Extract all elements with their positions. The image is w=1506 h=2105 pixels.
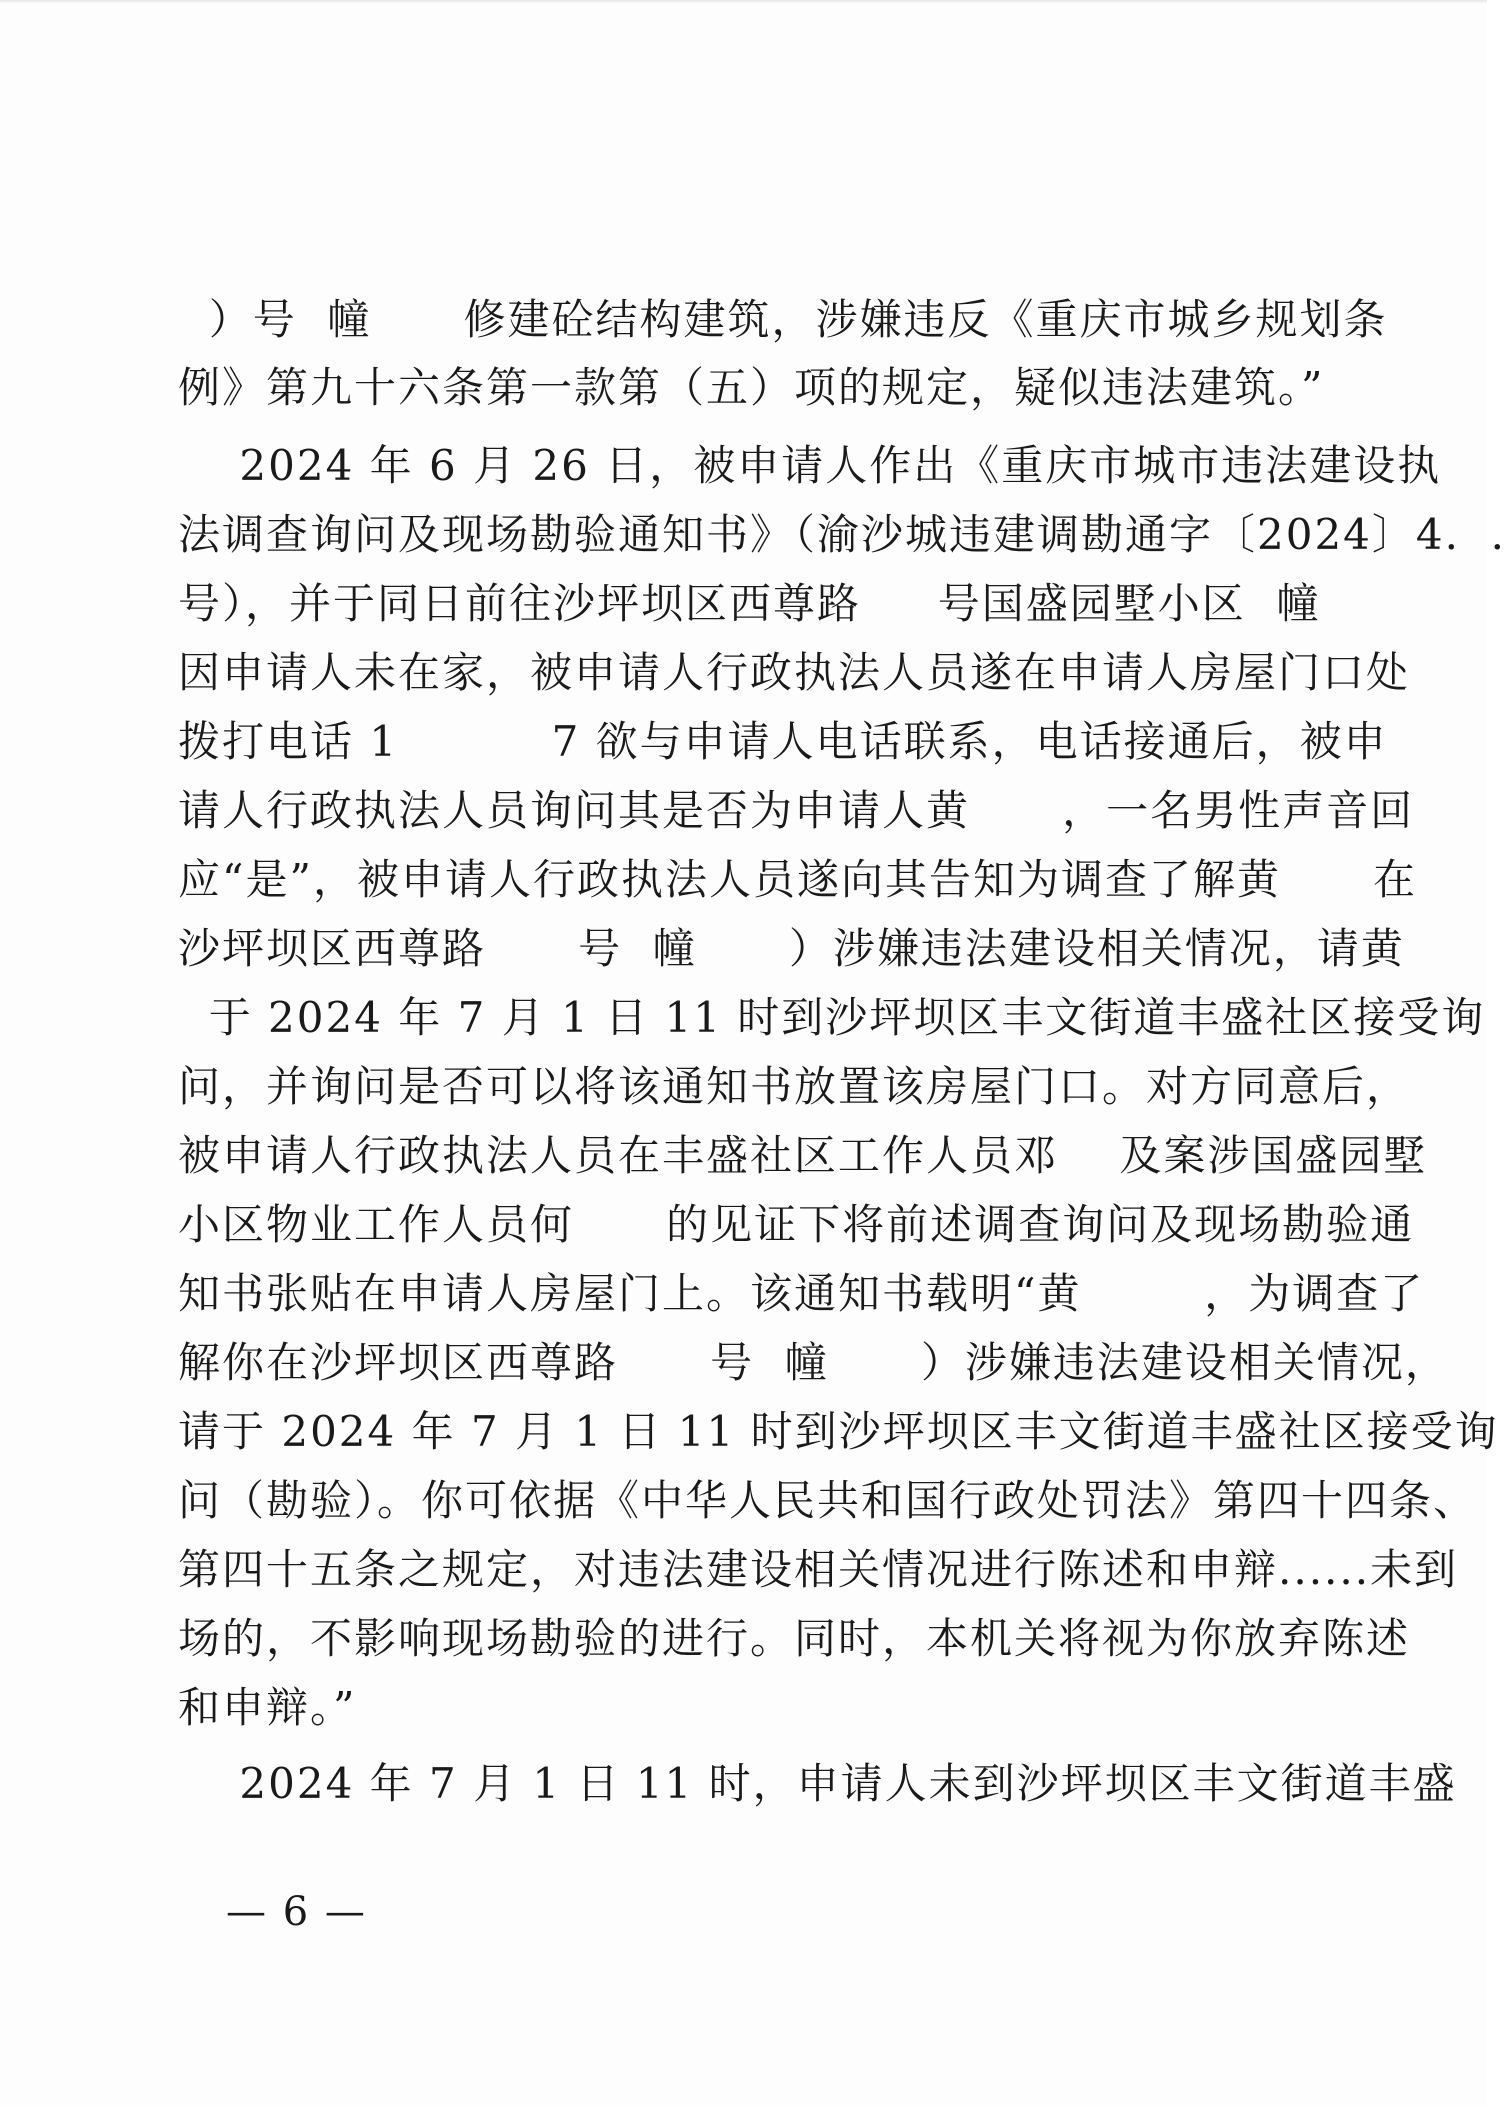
- body-line-9: 应“是”，被申请人行政执法人员遂向其告知为调查了解黄 在: [178, 855, 1418, 904]
- body-line-2: 例》第九十六条第一款第（五）项的规定，疑似违法建筑。”: [178, 363, 1325, 412]
- body-line-22: 2024 年 7 月 1 日 11 时，申请人未到沙坪坝区丰文街道丰盛: [178, 1759, 1457, 1808]
- body-line-3: 2024 年 6 月 26 日，被申请人作出《重庆市城市违法建设执: [178, 441, 1442, 490]
- body-line-15: 知书张贴在申请人房屋门上。该通知书载明“黄 ，为调查了: [178, 1269, 1425, 1318]
- body-line-13: 被申请人行政执法人员在丰盛社区工作人员邓 及案涉国盛园墅: [178, 1131, 1428, 1180]
- scan-top-edge: [0, 0, 1487, 4]
- body-line-18: 问（勘验）。你可依据《中华人民共和国行政处罚法》第四十四条、: [178, 1476, 1478, 1525]
- body-line-12: 问，并询问是否可以将该通知书放置该房屋门口。对方同意后，: [178, 1062, 1411, 1111]
- body-line-10: 沙坪坝区西尊路 号 幢 ）涉嫌违法建设相关情况，请黄: [178, 924, 1405, 973]
- body-line-1: ）号 幢 修建砼结构建筑，涉嫌违反《重庆市城乡规划条: [178, 295, 1388, 344]
- body-line-20: 场的，不影响现场勘验的进行。同时，本机关将视为你放弃陈述: [178, 1614, 1411, 1663]
- body-line-19: 第四十五条之规定，对违法建设相关情况进行陈述和申辩......未到: [178, 1545, 1459, 1594]
- body-line-8: 请人行政执法人员询问其是否为申请人黄 ，一名男性声音回: [178, 786, 1415, 835]
- body-line-4: 法调查询问及现场勘验通知书》（渝沙城违建调勘通字〔2024〕4. .: [178, 510, 1506, 559]
- body-line-11: 于 2024 年 7 月 1 日 11 时到沙坪坝区丰文街道丰盛社区接受询: [178, 993, 1486, 1042]
- body-line-7: 拨打电话 1 7 欲与申请人电话联系，电话接通后，被申: [178, 717, 1388, 766]
- body-line-6: 因申请人未在家，被申请人行政执法人员遂在申请人房屋门口处: [178, 648, 1411, 697]
- body-line-16: 解你在沙坪坝区西尊路 号 幢 ）涉嫌违法建设相关情况，: [178, 1338, 1449, 1387]
- body-line-17: 请于 2024 年 7 月 1 日 11 时到沙坪坝区丰文街道丰盛社区接受询: [178, 1407, 1499, 1456]
- body-line-21: 和申辩。”: [178, 1683, 357, 1732]
- page-number: — 6 —: [226, 1889, 367, 1935]
- body-line-14: 小区物业工作人员何 的见证下将前述调查询问及现场勘验通: [178, 1200, 1415, 1249]
- body-line-5: 号），并于同日前往沙坪坝区西尊路 号国盛园墅小区 幢: [178, 579, 1321, 628]
